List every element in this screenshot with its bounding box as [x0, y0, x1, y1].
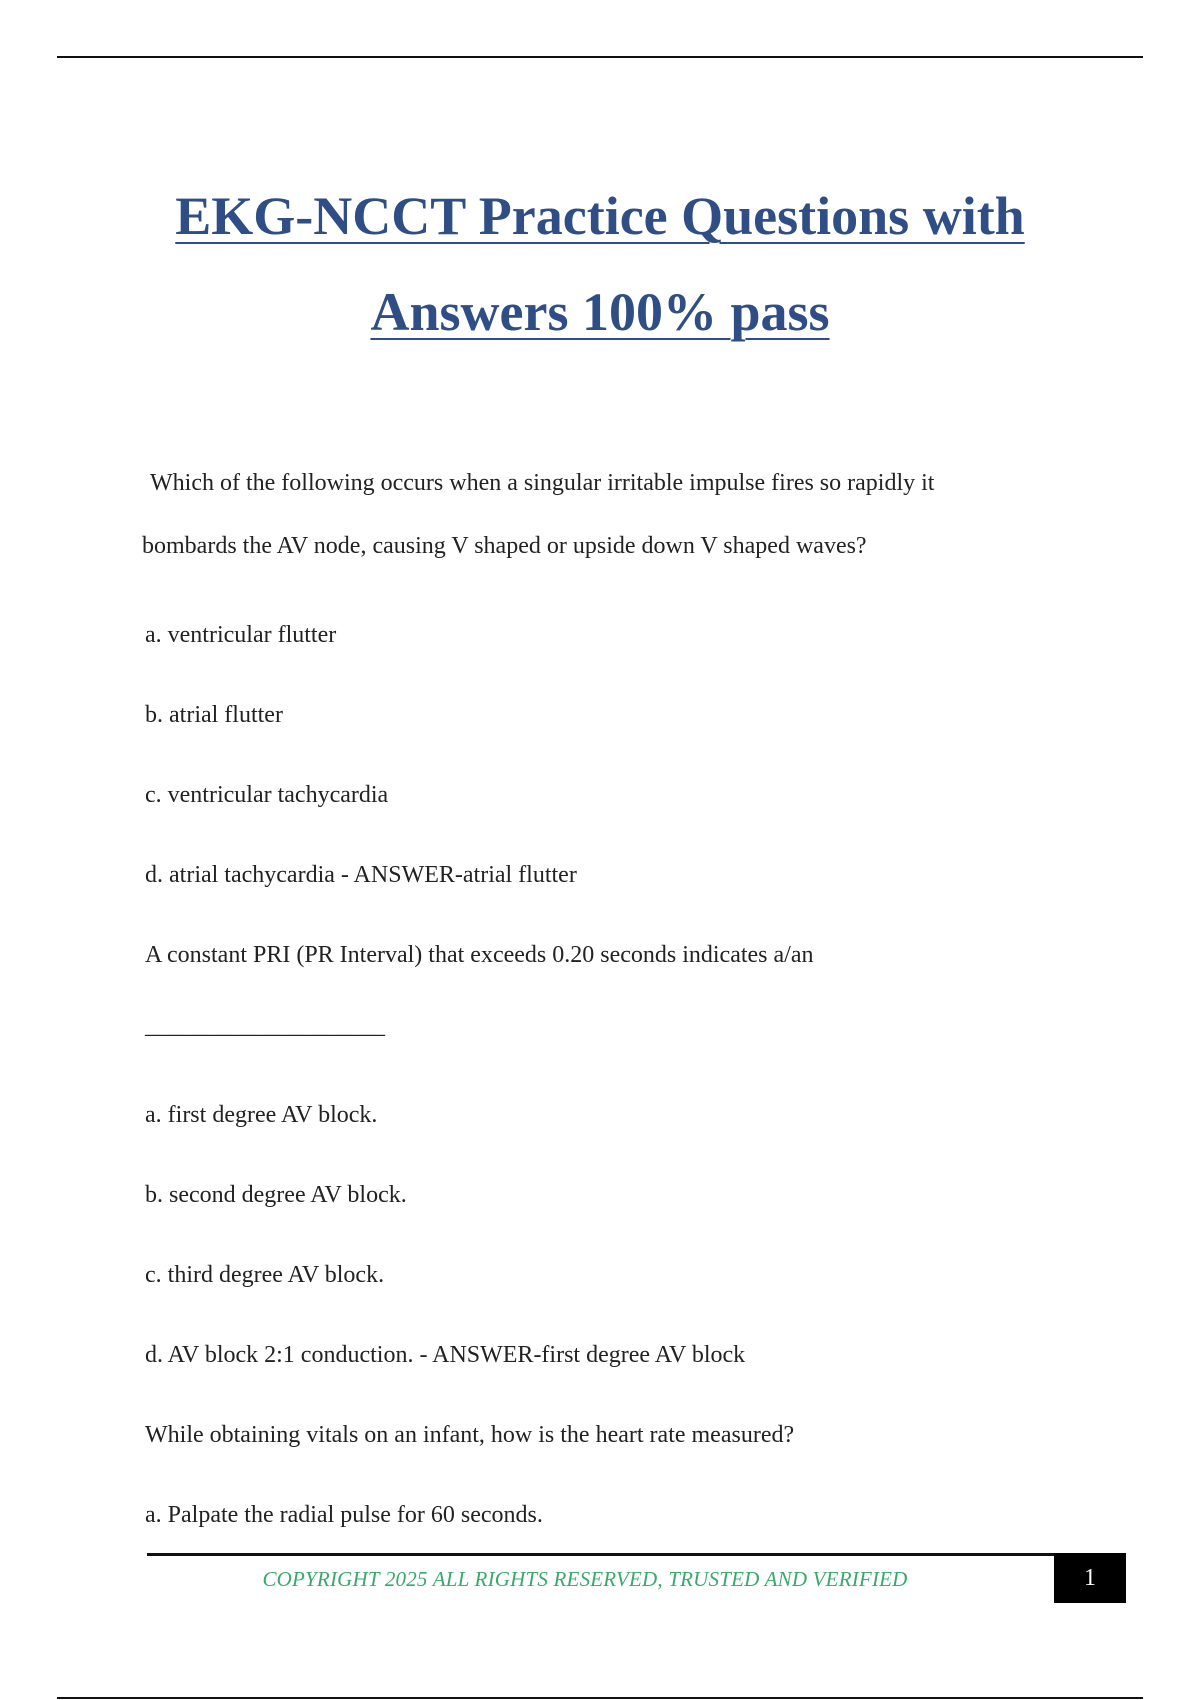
- page-number: 1: [1054, 1553, 1126, 1603]
- question-1-line-1: Which of the following occurs when a singular irritable impulse fires so rapidly it: [150, 470, 935, 496]
- question-3: While obtaining vitals on an infant, how is the heart rate measured?: [145, 1422, 795, 1448]
- footer-rule: [147, 1553, 1054, 1556]
- question-1-option-a: a. ventricular flutter: [145, 622, 337, 648]
- question-2-blank: ____________________: [145, 1013, 385, 1039]
- question-1-option-d: d. atrial tachycardia - ANSWER-atrial flutter: [145, 862, 577, 888]
- question-2-option-a: a. first degree AV block.: [145, 1102, 378, 1128]
- question-1-line-2: bombards the AV node, causing V shaped or upside down V shaped waves?: [142, 533, 867, 559]
- bottom-rule: [57, 1697, 1143, 1699]
- question-1-option-b: b. atrial flutter: [145, 702, 283, 728]
- question-2-option-d: d. AV block 2:1 conduction. - ANSWER-first degree AV block: [145, 1342, 746, 1368]
- header-rule: [57, 56, 1143, 58]
- question-2-option-c: c. third degree AV block.: [145, 1262, 385, 1288]
- document-body: [142, 452, 1045, 1555]
- question-1-option-c: c. ventricular tachycardia: [145, 782, 389, 808]
- title-line-1: EKG-NCCT Practice Questions with: [175, 186, 1025, 246]
- footer-copyright: COPYRIGHT 2025 ALL RIGHTS RESERVED, TRUSTED AND VERIFIED: [262, 1567, 908, 1591]
- question-2-option-b: b. second degree AV block.: [145, 1182, 407, 1208]
- question-1: [142, 452, 1053, 578]
- question-2: A constant PRI (PR Interval) that exceeds 0.20 seconds indicates a/an: [145, 942, 814, 968]
- title-line-2: Answers 100% pass: [370, 282, 830, 342]
- document-title: [0, 168, 1200, 360]
- question-3-option-a: a. Palpate the radial pulse for 60 seconds.: [145, 1502, 543, 1528]
